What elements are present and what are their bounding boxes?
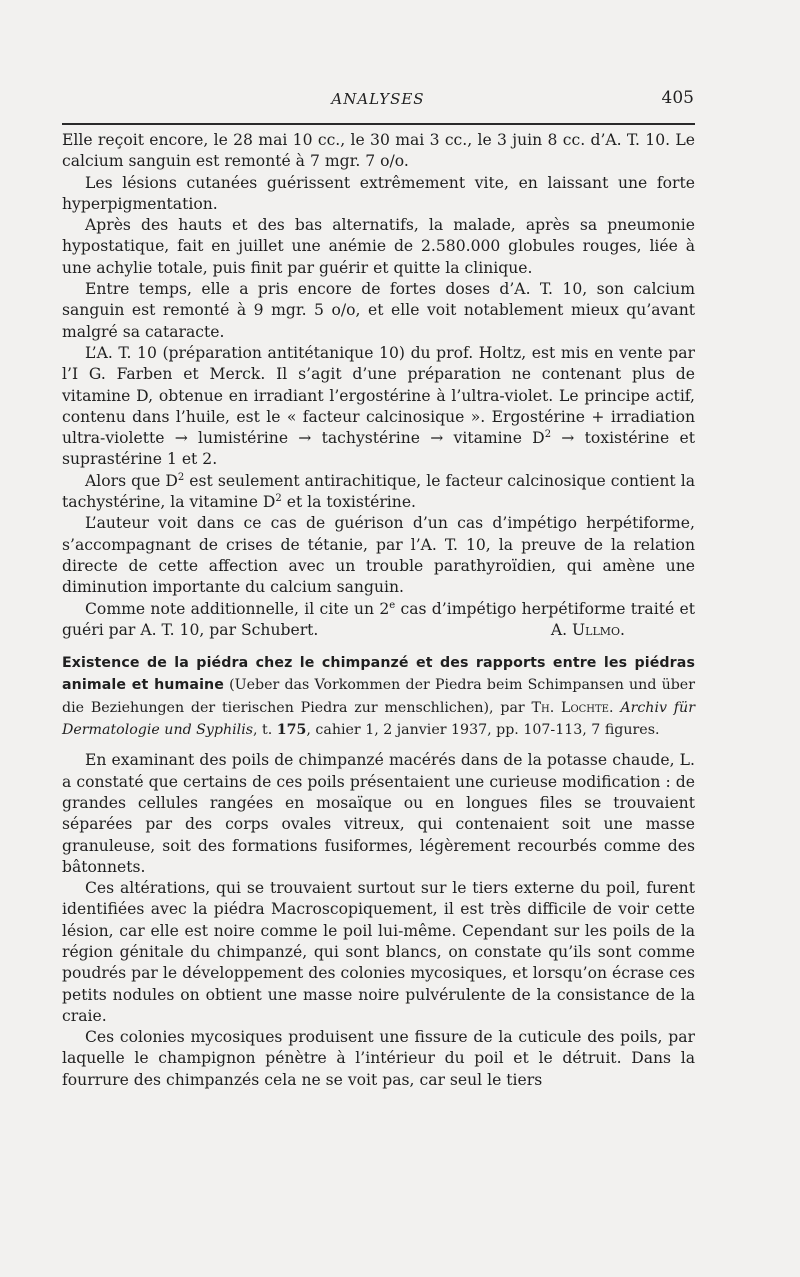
paragraph-10: Ces altérations, qui se trouvaient surtout sur le tiers externe du poil, furent identifiées avec la piédra Macroscopiquement, il est très difficile de voir cette lésion, car elle est noire comme le poil lui-même. Cependant sur les poils de la région génitale du chimpanzé, qui sont blancs, on constate qu’ils sont comme poudrés par le développement des colonies mycosiques, et lorsqu’on écrase ces petits nodules on obtient une masse noire pulvérulente de la consistance de la craie. xyxy=(62,879,695,1025)
paragraph-5 xyxy=(62,343,695,471)
paragraph-6-a: Alors que D xyxy=(85,471,178,490)
paragraph-6-b: est seulement antirachitique, le facteur calcinosique contient la tachystérine, la vitamine D xyxy=(62,471,696,512)
paragraph-8-b: cas d’impétigo herpétiforme traité et guéri par A. T. 10, par Schubert. xyxy=(62,599,695,639)
paragraph-9: En examinant des poils de chimpanzé macérés dans de la potasse chaude, L. a constaté que certains de ces poils présentaient une curieuse modification : de grandes cellules rangées en mosaïque ou en longues files se trouvaient séparées par des corps ovales vitreux, qui contenaient soit une masse granuleuse, soit des formations fusiformes, légèrement recourbés comme des bâtonnets. xyxy=(62,751,695,876)
article-by: par xyxy=(493,699,532,716)
paragraph-8 xyxy=(62,599,695,642)
article-author: Th. Lochte xyxy=(531,699,609,716)
article-volume: 175 xyxy=(276,722,307,739)
running-head xyxy=(62,88,694,116)
paragraph-6-c: et la toxistérine. xyxy=(281,493,417,512)
paragraph-5-text: L’A. T. 10 (préparation antitétanique 10) du prof. Holtz, est mis en vente par l’I G. Farben et Merck. Il s’agit d’une préparation ne contenant plus de vitamine D, obtenue en irradiant l’ergostérine à l’ultra-violet. Le principe actif, contenu dans l’huile, est le « facteur calcinosique ». Ergostérine + irradiation ultra-violette → lumistérine → tachystérine → vitamine D xyxy=(62,343,695,448)
superscript: 2 xyxy=(177,471,185,483)
header-rule xyxy=(62,123,695,125)
article-rest: , cahier 1, 2 janvier 1937, pp. 107-113, 7 figures. xyxy=(306,722,660,739)
signature: A. Ullmo. xyxy=(550,620,625,639)
paragraph-5-end: → toxistérine et suprastérine 1 et 2. xyxy=(62,429,696,469)
running-title: ANALYSES xyxy=(331,90,425,108)
superscript: 2 xyxy=(275,492,282,504)
article-sep-2: , t. xyxy=(253,722,277,739)
article-sep-1: . xyxy=(609,699,621,716)
paragraph-7: L’auteur voit dans ce cas de guérison d’un cas d’impétigo herpétiforme, s’accompagnant de crises de tétanie, par l’A. T. 10, la preuve de la relation directe de cette affection avec un trouble parathyroïdien, qui amène une diminution importante du calcium sanguin. xyxy=(62,514,695,597)
paragraph-2: Les lésions cutanées guérissent extrêmement vite, en laissant une forte hyperpigmentation. xyxy=(62,173,695,213)
article-original-title: (Ueber das Vorkommen der Piedra beim Schimpansen und über die Beziehungen der tierischen Piedra zur menschlichen), xyxy=(62,677,695,716)
superscript: e xyxy=(389,599,396,611)
superscript: 2 xyxy=(544,428,552,440)
paragraph-6 xyxy=(62,471,695,514)
paragraph-3: Après des hauts et des bas alternatifs, la malade, après sa pneumonie hypostatique, fait en juillet une anémie de 2.580.000 globules rouges, liée à une achylie totale, puis finit par guérir et quitte la clinique. xyxy=(62,216,695,277)
body-text xyxy=(62,130,695,1091)
paragraph-8-a: Comme note additionnelle, il cite un 2 xyxy=(85,599,390,618)
article-title: Existence de la piédra chez le chimpanzé et des rapports entre les piédras animale et humaine xyxy=(62,655,695,694)
article-heading xyxy=(62,652,695,741)
article-journal: Archiv für Dermatologie und Syphilis xyxy=(62,699,695,739)
paragraph-1: Elle reçoit encore, le 28 mai 10 cc., le 30 mai 3 cc., le 3 juin 8 cc. d’A. T. 10. Le calcium sanguin est remonté à 7 mgr. 7 o/o. xyxy=(62,131,695,171)
page-number: 405 xyxy=(661,88,694,108)
paragraph-4: Entre temps, elle a pris encore de fortes doses d’A. T. 10, son calcium sanguin est remonté à 9 mgr. 5 o/o, et elle voit notablement mieux qu’avant malgré sa cataracte. xyxy=(62,280,695,341)
paragraph-11: Ces colonies mycosiques produisent une fissure de la cuticule des poils, par laquelle le champignon pénètre à l’intérieur du poil et le détruit. Dans la fourrure des chimpanzés cela ne se voit pas, car seul le tiers xyxy=(62,1028,695,1089)
